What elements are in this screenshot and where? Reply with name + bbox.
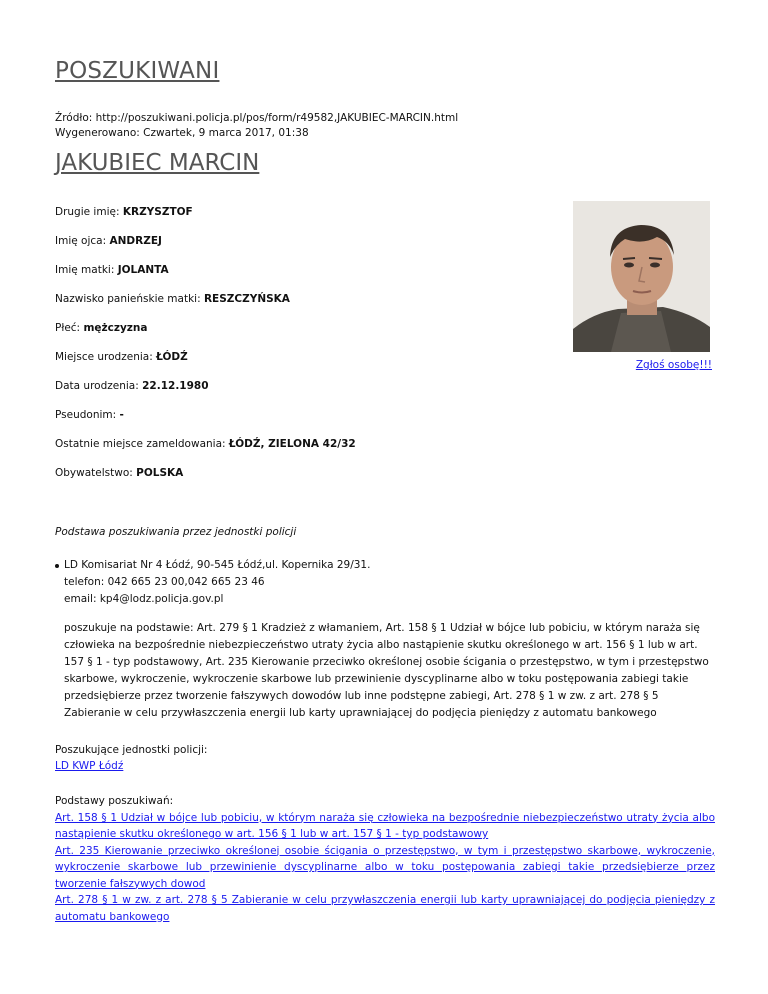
ground-link-art-158[interactable]: Art. 158 § 1 Udział w bójce lub pobiciu, w którym naraża się człowieka na bezpośrednie niebezpieczeństwo utraty życia albo nastąpienie skutku określonego w art. 156 § 1 lub w art. 157 § 1 - typ podstawowy <box>55 811 715 840</box>
document-meta <box>55 111 458 141</box>
charges-text: poszukuje na podstawie: Art. 279 § 1 Kradzież z włamaniem, Art. 158 § 1 Udział w bójce lub pobiciu, w którym naraża się człowieka na bezpośrednie niebezpieczeństwo utraty życia albo nastąpienie skutku określonego w art. 156 § 1 lub w art. 157 § 1 - typ podstawowy, Art. 235 Kierowanie przeciwko określonej osobie ścigania o przestępstwo, w tym i przestępstwo skarbowe, wykroczenie, wykroczenie skarbowe lub przewinienie dyscyplinarne albo w toku postępowania zabiegi takie przedsiębierze przez tworzenie fałszywych dowodów lub inne podstępne zabiegi, Art. 278 § 1 w zw. z art. 278 § 5 Zabieranie w celu przywłaszczenia energii lub karty uprawniającej do podjęcia pieniędzy z automatu bankowego <box>64 622 709 719</box>
person-name: JAKUBIEC MARCIN <box>55 150 260 176</box>
field-birthdate: Data urodzenia: 22.12.1980 <box>55 380 209 392</box>
source-line: Źródło: http://poszukiwani.policja.pl/pos/form/r49582,JAKUBIEC-MARCIN.html <box>55 112 459 124</box>
police-unit-line: LD Komisariat Nr 4 Łódź, 90-545 Łódź,ul. Kopernika 29/31. <box>55 557 370 574</box>
search-basis-title: Podstawa poszukiwania przez jednostki policji <box>55 526 297 538</box>
bullet-icon <box>55 564 59 568</box>
seeking-units-label: Poszukujące jednostki policji: <box>55 744 208 756</box>
seeking-unit-link[interactable]: LD KWP Łódź <box>55 760 124 772</box>
search-grounds <box>55 793 715 925</box>
person-photo <box>573 201 710 352</box>
field-last-address: Ostatnie miejsce zameldowania: ŁÓDŹ, ZIELONA 42/32 <box>55 438 356 450</box>
field-second-name: Drugie imię: KRZYSZTOF <box>55 206 193 218</box>
field-citizenship: Obywatelstwo: POLSKA <box>55 467 184 479</box>
search-grounds-label: Podstawy poszukiwań: <box>55 795 174 807</box>
person-details <box>55 205 356 495</box>
ground-link-art-278[interactable]: Art. 278 § 1 w zw. z art. 278 § 5 Zabieranie w celu przywłaszczenia energii lub karty uprawniającej do podjęcia pieniędzy z automatu bankowego <box>55 894 715 923</box>
police-unit-email: email: kp4@lodz.policja.gov.pl <box>64 593 224 605</box>
seeking-units <box>55 742 207 774</box>
ground-link-art-235[interactable]: Art. 235 Kierowanie przeciwko określonej osobie ścigania o przestępstwo, w tym i przestępstwo skarbowe, wykroczenie, wykroczenie skarbowe lub przewinienie dyscyplinarne albo w toku postępowania zabiegi takie przedsiębierze przez tworzenie fałszywych dowod <box>55 844 715 890</box>
page-title: POSZUKIWANI <box>55 58 220 84</box>
police-unit-phone: telefon: 042 665 23 00,042 665 23 46 <box>64 576 265 588</box>
report-person-link[interactable]: Zgłoś osobę!!! <box>635 359 712 371</box>
photo-block <box>520 201 712 371</box>
generated-line: Wygenerowano: Czwartek, 9 marca 2017, 01:38 <box>55 127 309 139</box>
police-unit-block <box>55 557 370 608</box>
field-father-name: Imię ojca: ANDRZEJ <box>55 235 162 247</box>
field-mother-name: Imię matki: JOLANTA <box>55 264 169 276</box>
field-birthplace: Miejsce urodzenia: ŁÓDŹ <box>55 351 188 363</box>
field-sex: Płeć: mężczyzna <box>55 322 148 334</box>
field-mother-maiden-name: Nazwisko panieńskie matki: RESZCZYŃSKA <box>55 293 290 305</box>
field-alias: Pseudonim: - <box>55 409 124 421</box>
